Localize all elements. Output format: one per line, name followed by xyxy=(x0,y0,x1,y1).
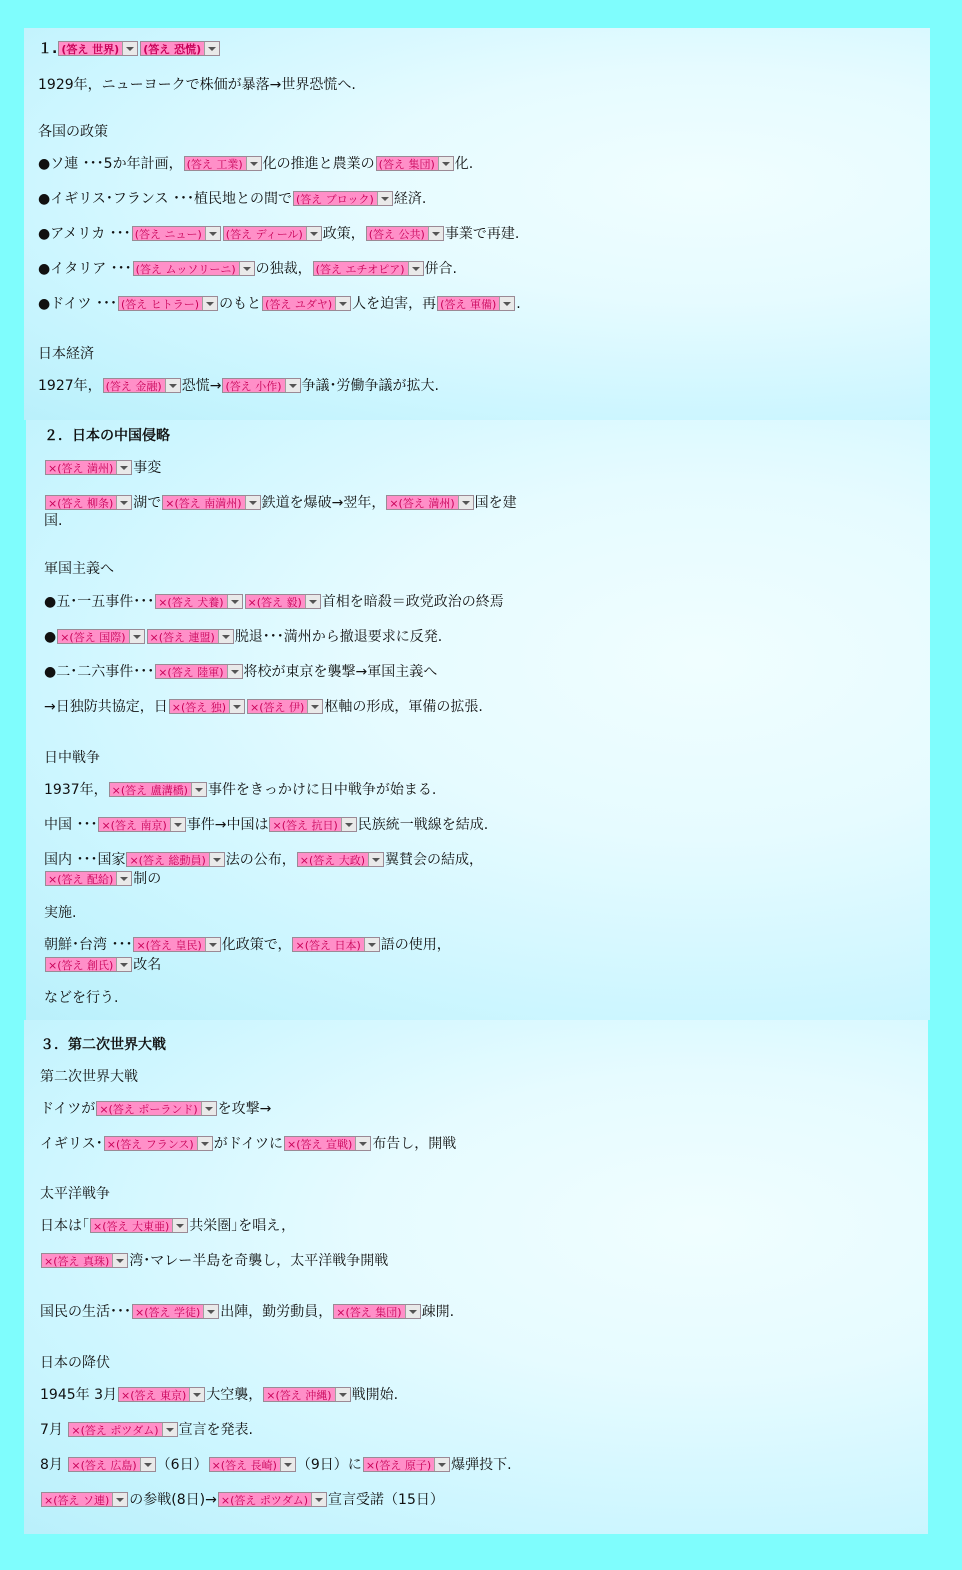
chevron-down-icon xyxy=(239,262,254,275)
chevron-down-icon xyxy=(165,379,180,392)
text-line xyxy=(44,593,504,611)
chevron-down-icon xyxy=(434,1458,449,1471)
text-fragment: ×(答え 抗日) xyxy=(272,818,338,832)
answer-select[interactable] xyxy=(68,1457,155,1472)
text-fragment: (答え 恐慌) xyxy=(143,42,202,56)
text-fragment: 日本は｢ xyxy=(40,1218,89,1234)
answer-select[interactable] xyxy=(41,1253,128,1268)
answer-select[interactable] xyxy=(58,41,138,56)
text-fragment: ×(答え 集団) xyxy=(336,1305,402,1319)
text-fragment: がドイツに xyxy=(213,1136,284,1152)
chevron-down-icon xyxy=(285,379,300,392)
text-fragment: 布告し，開戦 xyxy=(372,1136,457,1152)
text-fragment: ×(答え 南京) xyxy=(101,818,167,832)
text-fragment: 疎開. xyxy=(421,1304,455,1320)
text-line: 国. xyxy=(44,513,63,529)
text-fragment: ×(答え 連盟) xyxy=(149,630,215,644)
text-fragment: 語の使用， xyxy=(380,937,451,953)
answer-select[interactable] xyxy=(297,852,384,867)
answer-select[interactable] xyxy=(132,1304,219,1319)
text-line xyxy=(40,1252,388,1270)
policy-italy xyxy=(38,260,457,278)
text-fragment: 併合. xyxy=(424,261,457,277)
text-fragment: ×(答え 犬養) xyxy=(158,595,224,609)
answer-select[interactable] xyxy=(96,1101,216,1116)
text-fragment: 首相を暗殺＝政党政治の終焉 xyxy=(321,594,504,610)
text-fragment: ×(答え 皇民) xyxy=(136,938,202,952)
section-2-title: ２．日本の中国侵略 xyxy=(44,428,170,444)
text-fragment: (答え エチオピア) xyxy=(315,262,405,276)
text-fragment: (答え 工業) xyxy=(186,157,243,171)
chevron-down-icon xyxy=(364,938,379,951)
answer-select[interactable] xyxy=(133,261,255,276)
text-fragment: を攻撃→ xyxy=(217,1101,272,1117)
text-fragment: 争議･労働争議が拡大. xyxy=(301,378,440,394)
chevron-down-icon xyxy=(341,818,356,831)
text-fragment: ×(答え 柳条) xyxy=(48,496,114,510)
answer-select[interactable] xyxy=(363,1457,450,1472)
chevron-down-icon xyxy=(203,1305,218,1318)
answer-select[interactable] xyxy=(284,1136,371,1151)
text-fragment: 法の公布， xyxy=(225,852,296,868)
text-fragment: ×(答え 南満州) xyxy=(165,496,242,510)
subheading: 日中戦争 xyxy=(44,750,100,766)
japan-economy-line xyxy=(38,377,439,395)
chevron-down-icon xyxy=(116,872,131,885)
answer-select[interactable] xyxy=(45,871,132,886)
answer-select[interactable] xyxy=(437,296,515,311)
text-fragment: 政策， xyxy=(322,226,365,242)
text-fragment: 民族統一戦線を結成. xyxy=(357,817,489,833)
text-fragment: ×(答え 陸軍) xyxy=(158,665,224,679)
text-fragment: ●ドイツ ･･･ xyxy=(38,296,117,312)
chevron-down-icon xyxy=(202,297,217,310)
text-fragment: ●二･二六事件･･･ xyxy=(44,664,155,680)
answer-select[interactable] xyxy=(57,629,144,644)
text-fragment: 宣言を発表. xyxy=(178,1422,254,1438)
answer-select[interactable] xyxy=(292,937,379,952)
text-fragment: (答え ブロック) xyxy=(295,192,374,206)
chevron-down-icon xyxy=(205,227,220,240)
text-fragment: (答え ニュー) xyxy=(134,227,202,241)
text-fragment: 人を迫害，再 xyxy=(352,296,437,312)
chevron-down-icon xyxy=(140,1458,155,1471)
chevron-down-icon xyxy=(405,1305,420,1318)
text-fragment: ×(答え 毅) xyxy=(247,595,302,609)
text-fragment: １ xyxy=(38,41,52,57)
chevron-down-icon xyxy=(116,496,131,509)
text-fragment: 制の xyxy=(133,871,162,887)
text-fragment: ×(答え 真珠) xyxy=(44,1254,110,1268)
policy-uk xyxy=(38,190,426,208)
text-fragment: 湾･マレー半島を奇襲し，太平洋戦争開戦 xyxy=(129,1253,389,1269)
text-fragment: 朝鮮･台湾 ･･･ xyxy=(44,937,133,953)
text-fragment: ● xyxy=(44,629,57,645)
text-fragment: 翼賛会の結成， xyxy=(385,852,484,868)
text-fragment: ●アメリカ ･･･ xyxy=(38,226,131,242)
text-line xyxy=(44,781,436,799)
subheading: 日本の降伏 xyxy=(40,1355,110,1371)
chevron-down-icon xyxy=(189,1388,204,1401)
text-fragment: (答え 公共) xyxy=(368,227,425,241)
answer-select[interactable] xyxy=(247,699,323,714)
answer-select[interactable] xyxy=(140,41,220,56)
text-fragment: ×(答え 満州) xyxy=(48,461,114,475)
text-line: 実施. xyxy=(44,905,77,921)
text-fragment: 湖で xyxy=(133,495,162,511)
chevron-down-icon xyxy=(227,665,242,678)
chevron-down-icon xyxy=(227,595,242,608)
chevron-down-icon xyxy=(428,227,443,240)
text-fragment: 恐慌→ xyxy=(181,378,222,394)
text-fragment: ×(答え 伊) xyxy=(250,700,305,714)
chevron-down-icon xyxy=(499,297,514,310)
text-line xyxy=(44,870,161,888)
chevron-down-icon xyxy=(205,938,220,951)
text-fragment: 7月 xyxy=(40,1422,63,1438)
text-fragment: 中国 ･･･ xyxy=(44,817,98,833)
text-fragment: のもと xyxy=(219,296,262,312)
text-fragment: (答え ヒトラー) xyxy=(120,297,200,311)
text-fragment: ×(答え 独) xyxy=(171,700,227,714)
text-fragment: 宣言受諾（15日） xyxy=(328,1492,444,1508)
answer-select[interactable] xyxy=(45,460,132,475)
answer-select[interactable] xyxy=(104,1136,213,1151)
text-line xyxy=(44,956,161,974)
answer-select[interactable] xyxy=(45,495,132,510)
subheading: 各国の政策 xyxy=(38,124,108,140)
text-fragment: 将校が東京を襲撃→軍国主義へ xyxy=(243,664,438,680)
text-fragment: ドイツが xyxy=(40,1101,96,1117)
answer-select[interactable] xyxy=(376,156,454,171)
chevron-down-icon xyxy=(307,700,322,713)
section-1-panel xyxy=(24,28,930,420)
text-fragment: ●五･一五事件･･･ xyxy=(44,594,155,610)
chevron-down-icon xyxy=(129,630,144,643)
chevron-down-icon xyxy=(218,630,233,643)
text-fragment: の独裁， xyxy=(255,261,312,277)
policy-us xyxy=(38,225,519,243)
text-fragment: 枢軸の形成，軍備の拡張. xyxy=(324,699,483,715)
text-fragment: 化の推進と農業の xyxy=(262,156,375,172)
text-fragment: 戦開始. xyxy=(351,1387,399,1403)
text-fragment: 共栄圏｣を唱え， xyxy=(189,1218,296,1234)
chevron-down-icon xyxy=(170,818,185,831)
text-line xyxy=(40,1100,271,1118)
chevron-down-icon xyxy=(438,157,453,170)
answer-select[interactable] xyxy=(109,782,207,797)
section-3-panel xyxy=(24,1020,928,1534)
text-fragment: ×(答え ポーランド) xyxy=(99,1102,198,1116)
text-fragment: 改名 xyxy=(133,957,162,973)
text-fragment: 国民の生活･･･ xyxy=(40,1304,131,1320)
text-fragment: ×(答え フランス) xyxy=(106,1137,194,1151)
answer-select[interactable] xyxy=(222,378,300,393)
text-line xyxy=(44,459,161,477)
text-fragment: 国を建 xyxy=(474,495,517,511)
answer-select[interactable] xyxy=(68,1422,177,1437)
text-fragment: 爆弾投下. xyxy=(451,1457,512,1473)
text-line xyxy=(40,1217,295,1235)
answer-select[interactable] xyxy=(162,495,260,510)
text-fragment: ×(答え 長崎) xyxy=(211,1458,277,1472)
answer-select[interactable] xyxy=(103,378,181,393)
text-fragment: ●ソ連 ･･･5か年計画， xyxy=(38,156,183,172)
chevron-down-icon xyxy=(377,192,392,205)
chevron-down-icon xyxy=(408,262,423,275)
text-fragment: 大空襲， xyxy=(206,1387,263,1403)
chevron-down-icon xyxy=(112,1493,127,1506)
text-fragment: 事変 xyxy=(133,460,162,476)
text-fragment: ×(答え 創氏) xyxy=(48,958,114,972)
answer-select[interactable] xyxy=(45,957,132,972)
answer-select[interactable] xyxy=(245,594,321,609)
text-fragment: 事件をきっかけに日中戦争が始まる. xyxy=(207,782,437,798)
text-fragment: 8月 xyxy=(40,1457,63,1473)
text-fragment: 脱退･･･満州から撤退要求に反発. xyxy=(234,629,443,645)
text-line: 1929年，ニューヨークで株価が暴落→世界恐慌へ. xyxy=(38,77,356,93)
answer-select[interactable] xyxy=(184,156,262,171)
answer-select[interactable] xyxy=(169,699,245,714)
text-line xyxy=(44,936,451,954)
chevron-down-icon xyxy=(112,1254,127,1267)
text-line xyxy=(40,1135,456,1153)
chevron-down-icon xyxy=(246,157,261,170)
answer-select[interactable] xyxy=(98,817,185,832)
text-fragment: ●イギリス･フランス ･･･植民地との間で xyxy=(38,191,292,207)
text-fragment: ×(答え 学徒) xyxy=(135,1305,201,1319)
text-fragment: ×(答え 大東亜) xyxy=(93,1219,170,1233)
subheading: 日本経済 xyxy=(38,346,94,362)
chevron-down-icon xyxy=(197,1137,212,1150)
answer-select[interactable] xyxy=(313,261,424,276)
text-line xyxy=(40,1456,512,1474)
text-fragment: ×(答え 日本) xyxy=(295,938,361,952)
answer-select[interactable] xyxy=(118,296,218,311)
answer-select[interactable] xyxy=(41,1492,128,1507)
text-fragment: 1937年， xyxy=(44,782,108,798)
text-fragment: (答え ムッソリーニ) xyxy=(135,262,236,276)
answer-select[interactable] xyxy=(386,495,473,510)
text-fragment: 国内 ･･･国家 xyxy=(44,852,126,868)
text-fragment: ●イタリア ･･･ xyxy=(38,261,132,277)
text-fragment: (答え 金融) xyxy=(105,379,162,393)
answer-select[interactable] xyxy=(366,226,444,241)
answer-select[interactable] xyxy=(118,1387,205,1402)
text-line xyxy=(44,663,437,681)
chevron-down-icon xyxy=(305,595,320,608)
text-line xyxy=(44,494,517,512)
chevron-down-icon xyxy=(368,853,383,866)
answer-select[interactable] xyxy=(155,594,242,609)
chevron-down-icon xyxy=(116,461,131,474)
chevron-down-icon xyxy=(204,42,219,55)
text-fragment: ×(答え 原子) xyxy=(365,1458,432,1472)
chevron-down-icon xyxy=(201,1102,216,1115)
answer-select[interactable] xyxy=(155,664,242,679)
text-fragment: . xyxy=(516,296,521,312)
text-fragment: (答え 集団) xyxy=(378,157,435,171)
text-line: などを行う. xyxy=(44,990,119,1006)
chevron-down-icon xyxy=(335,297,350,310)
text-fragment: 事件→中国は xyxy=(186,817,269,833)
text-fragment: 経済. xyxy=(393,191,427,207)
chevron-down-icon xyxy=(311,1493,326,1506)
text-fragment: ×(答え 総動員) xyxy=(129,853,206,867)
answer-select[interactable] xyxy=(90,1218,188,1233)
text-fragment: （9日）に xyxy=(296,1457,362,1473)
answer-select[interactable] xyxy=(133,937,220,952)
text-fragment: 1927年， xyxy=(38,378,102,394)
text-fragment: (答え 世界) xyxy=(61,42,120,56)
answer-select[interactable] xyxy=(223,226,322,241)
text-line xyxy=(40,1491,444,1509)
text-fragment: 化. xyxy=(454,156,474,172)
text-line xyxy=(44,851,483,869)
text-fragment: （6日） xyxy=(156,1457,208,1473)
chevron-down-icon xyxy=(280,1458,295,1471)
answer-select[interactable] xyxy=(132,226,221,241)
chevron-down-icon xyxy=(122,42,137,55)
text-fragment: ×(答え ポツダム) xyxy=(220,1493,309,1507)
text-fragment: ×(答え 宣戦) xyxy=(287,1137,353,1151)
policy-germany xyxy=(38,295,521,313)
text-line xyxy=(40,1303,454,1321)
text-fragment: 出陣，勤労動員， xyxy=(220,1304,333,1320)
chevron-down-icon xyxy=(162,1423,177,1436)
text-fragment: (答え 小作) xyxy=(225,379,282,393)
text-fragment: 事業で再建. xyxy=(444,226,520,242)
chevron-down-icon xyxy=(458,496,473,509)
text-fragment: の参戦(8日)→ xyxy=(129,1492,217,1508)
text-fragment: ×(答え 広島) xyxy=(71,1458,137,1472)
text-fragment: ×(答え 大政) xyxy=(299,853,366,867)
text-line xyxy=(44,698,483,716)
chevron-down-icon xyxy=(335,1388,350,1401)
text-fragment: (答え ユダヤ) xyxy=(265,297,333,311)
chevron-down-icon xyxy=(355,1137,370,1150)
subheading: 太平洋戦争 xyxy=(40,1186,110,1202)
text-fragment: (答え 軍備) xyxy=(440,297,497,311)
answer-select[interactable] xyxy=(263,1387,350,1402)
text-fragment: →日独防共協定，日 xyxy=(44,699,168,715)
chevron-down-icon xyxy=(306,227,321,240)
text-line xyxy=(40,1421,253,1439)
text-fragment: ×(答え ポツダム) xyxy=(71,1423,159,1437)
answer-select[interactable] xyxy=(262,296,351,311)
text-fragment: ×(答え 満州) xyxy=(389,496,455,510)
policy-soviet xyxy=(38,155,473,173)
text-line xyxy=(40,1386,398,1404)
answer-select[interactable] xyxy=(293,191,393,206)
chevron-down-icon xyxy=(191,783,206,796)
answer-select[interactable] xyxy=(218,1492,327,1507)
text-fragment: ×(答え ソ連) xyxy=(44,1493,110,1507)
text-line xyxy=(44,628,442,646)
chevron-down-icon xyxy=(209,853,224,866)
text-fragment: ×(答え 配給) xyxy=(48,872,114,886)
subheading: 軍国主義へ xyxy=(44,561,114,577)
text-fragment: ×(答え 沖縄) xyxy=(266,1388,332,1402)
text-fragment: ×(答え 盧溝橋) xyxy=(111,783,188,797)
text-fragment: イギリス･ xyxy=(40,1136,103,1152)
answer-select[interactable] xyxy=(147,629,234,644)
answer-select[interactable] xyxy=(269,817,356,832)
text-fragment: (答え ディール) xyxy=(225,227,303,241)
text-fragment: 1945年 3月 xyxy=(40,1387,117,1403)
section-3-title: ３．第二次世界大戦 xyxy=(40,1037,166,1053)
subheading: 第二次世界大戦 xyxy=(40,1069,138,1085)
section-1-title: １. (答え 世界) (答え 恐慌) xyxy=(38,40,221,58)
answer-select[interactable] xyxy=(333,1304,420,1319)
text-fragment: ×(答え 東京) xyxy=(121,1388,187,1402)
text-line xyxy=(44,816,488,834)
text-fragment: ×(答え 国際) xyxy=(60,630,126,644)
chevron-down-icon xyxy=(172,1219,187,1232)
chevron-down-icon xyxy=(245,496,260,509)
answer-select[interactable] xyxy=(209,1457,296,1472)
chevron-down-icon xyxy=(229,700,244,713)
text-fragment: 化政策で， xyxy=(221,937,292,953)
text-fragment: 鉄道を爆破→翌年， xyxy=(261,495,386,511)
chevron-down-icon xyxy=(116,958,131,971)
section-2-panel xyxy=(26,420,930,1020)
answer-select[interactable] xyxy=(126,852,224,867)
